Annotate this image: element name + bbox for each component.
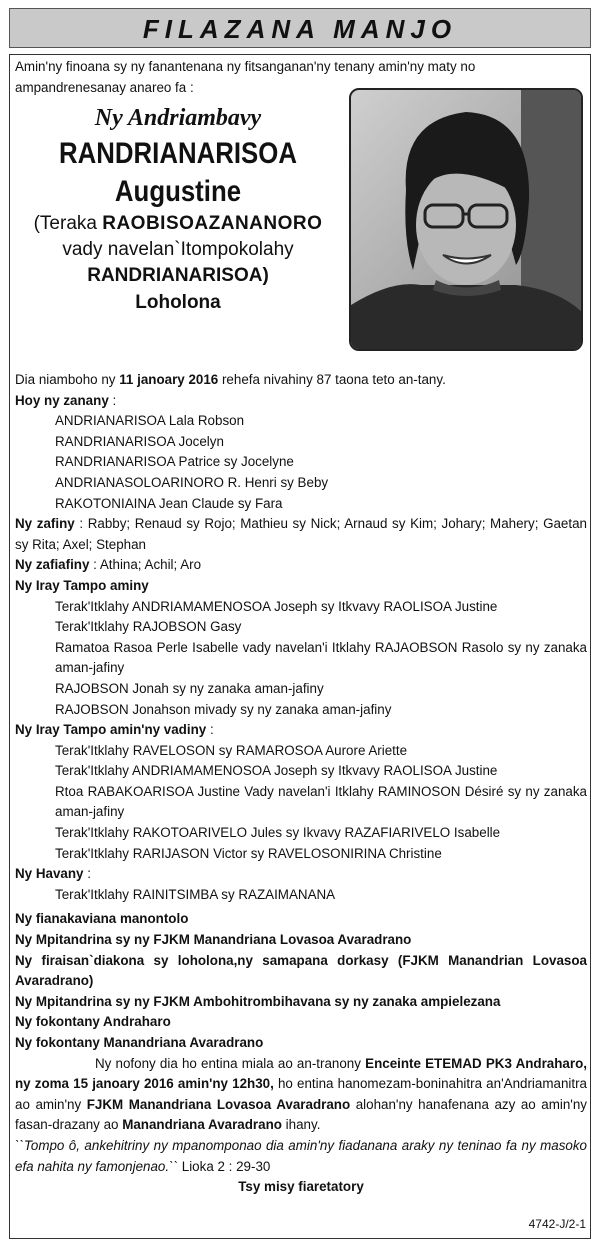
grandchildren-line: Ny zafiny : Rabby; Renaud sy Rojo; Mathieu sy Nick; Arnaud sy Kim; Johary; Mahery; Gaetan sy Rita; Axel; Stephan bbox=[15, 516, 587, 552]
others-list bbox=[15, 909, 587, 1053]
reference-code: 4742-J/2-1 bbox=[528, 1217, 586, 1232]
portrait-photo bbox=[349, 88, 583, 351]
spouse-sibling-entry: Rtoa RABAKOARISOA Justine Vady navelan'i Itklahy RAMINOSON Désiré sy ny zanaka aman-jafiny bbox=[55, 783, 587, 820]
surname: RANDRIANARISOA bbox=[59, 137, 297, 170]
mourner-group: Ny fokontany Manandriana Avaradrano bbox=[15, 1035, 264, 1050]
funeral-paragraph: Ny nofony dia ho entina miala ao an-tranony Enceinte ETEMAD PK3 Andraharo, ny zoma 15 janoary 2016 amin'ny 12h30, ho entina hanomezam-boninahitra an'Andriamanitra ao amin'ny FJKM Manandriana Lovasoa Avaradrano alohan'ny hanafenana azy ao amin'ny fasan-drazany ao Manandriana Avaradrano ihany. bbox=[15, 1055, 587, 1133]
notice-content bbox=[15, 370, 587, 1198]
banner-title: FILAZANA MANJO bbox=[9, 8, 591, 48]
honorific: Ny Andriambavy bbox=[94, 105, 262, 131]
mourner-group: Ny fokontany Andraharo bbox=[15, 1014, 171, 1030]
mourner-group: Ny firaisan`diakona sy loholona,ny samapana dorkasy (FJKM Manandrian Lovasoa Avaradrano) bbox=[15, 952, 587, 989]
notice-box bbox=[9, 54, 591, 1239]
spouse-sibling-entry: Terak'Itklahy ANDRIAMAMENOSOA Joseph sy Itkvavy RAOLISOA Justine bbox=[55, 763, 498, 779]
spouse-sibling-entry: Terak'Itklahy RAVELOSON sy RAMAROSOA Aurore Ariette bbox=[55, 742, 408, 758]
siblings-heading: Ny Iray Tampo aminy bbox=[15, 577, 149, 593]
relatives-heading: Ny Havany : bbox=[15, 866, 91, 882]
sibling-entry: Terak'Itklahy ANDRIAMAMENOSOA Joseph sy Itkvavy RAOLISOA Justine bbox=[55, 598, 498, 614]
husband-name: RANDRIANARISOA) bbox=[87, 265, 269, 286]
child-name: ANDRIANARISOA Lala Robson bbox=[55, 413, 245, 429]
spouse-sibling-entry: Terak'Itklahy RARIJASON Victor sy RAVELOSONIRINA Christine bbox=[55, 845, 442, 861]
sibling-entry: Ramatoa Rasoa Perle Isabelle vady navelan'i Itklahy RAJAOBSON Rasolo sy ny zanaka aman-jafiny bbox=[55, 639, 587, 676]
sibling-entry: RAJOBSON Jonah sy ny zanaka aman-jafiny bbox=[55, 680, 324, 696]
great-grandchildren-line: Ny zafiafiny : Athina; Achil; Aro bbox=[15, 557, 202, 573]
spouse-sibling-entry: Terak'Itklahy RAKOTOARIVELO Jules sy Ikvavy RAZAFIARIVELO Isabelle bbox=[55, 825, 501, 841]
spouse-siblings-heading: Ny Iray Tampo amin'ny vadiny : bbox=[15, 722, 214, 738]
maiden-name-line: (Teraka RAOBISOAZANANORO bbox=[33, 213, 323, 234]
name-block bbox=[10, 101, 346, 317]
mourner-group: Ny fianakaviana manontolo bbox=[15, 911, 189, 927]
relatives-list bbox=[15, 885, 587, 906]
relative-entry: Terak'Itklahy RAINITSIMBA sy RAZAIMANANA bbox=[55, 886, 336, 902]
child-name: ANDRIANASOLOARINORO R. Henri sy Beby bbox=[55, 474, 329, 490]
child-name: RANDRIANARISOA Patrice sy Jocelyne bbox=[55, 454, 294, 470]
mourner-group: Ny Mpitandrina sy ny FJKM Manandriana Lovasoa Avaradrano bbox=[15, 932, 412, 948]
spouse-line: vady navelan`Itompokolahy bbox=[62, 239, 294, 260]
child-name: RANDRIANARISOA Jocelyn bbox=[55, 433, 224, 449]
sibling-entry: RAJOBSON Jonahson mivady sy ny zanaka aman-jafiny bbox=[55, 701, 392, 717]
intro-text: Amin'ny finoana sy ny fanantenana ny fitsanganan'ny tenany amin'ny maty no ampandrenesanay anareo fa : bbox=[15, 59, 476, 95]
children-heading: Hoy ny zanany : bbox=[15, 392, 117, 408]
death-line: Dia niamboho ny 11 janoary 2016 rehefa nivahiny 87 taona teto an-tany. bbox=[15, 372, 446, 387]
title-loholona: Loholona bbox=[135, 292, 221, 313]
siblings-list bbox=[15, 597, 587, 721]
mourner-group: Ny Mpitandrina sy ny FJKM Ambohitrombihavana sy ny zanaka ampielezana bbox=[15, 993, 501, 1009]
portrait-image bbox=[351, 90, 583, 351]
sibling-entry: Terak'Itklahy RAJOBSON Gasy bbox=[55, 619, 242, 635]
given-name: Augustine bbox=[114, 175, 242, 208]
children-list bbox=[15, 411, 587, 514]
child-name: RAKOTONIAINA Jean Claude sy Fara bbox=[55, 495, 283, 511]
spouse-siblings-list bbox=[15, 741, 587, 865]
bible-verse: ``Tompo ô, ankehitriny ny mpanomponao dia amin'ny fiadanana araky ny teninao fa ny masoko efa nahita ny famonjenao.`` Lioka 2 : 29-30 bbox=[15, 1137, 587, 1174]
no-flowers-note: Tsy misy fiaretatory bbox=[238, 1179, 364, 1195]
